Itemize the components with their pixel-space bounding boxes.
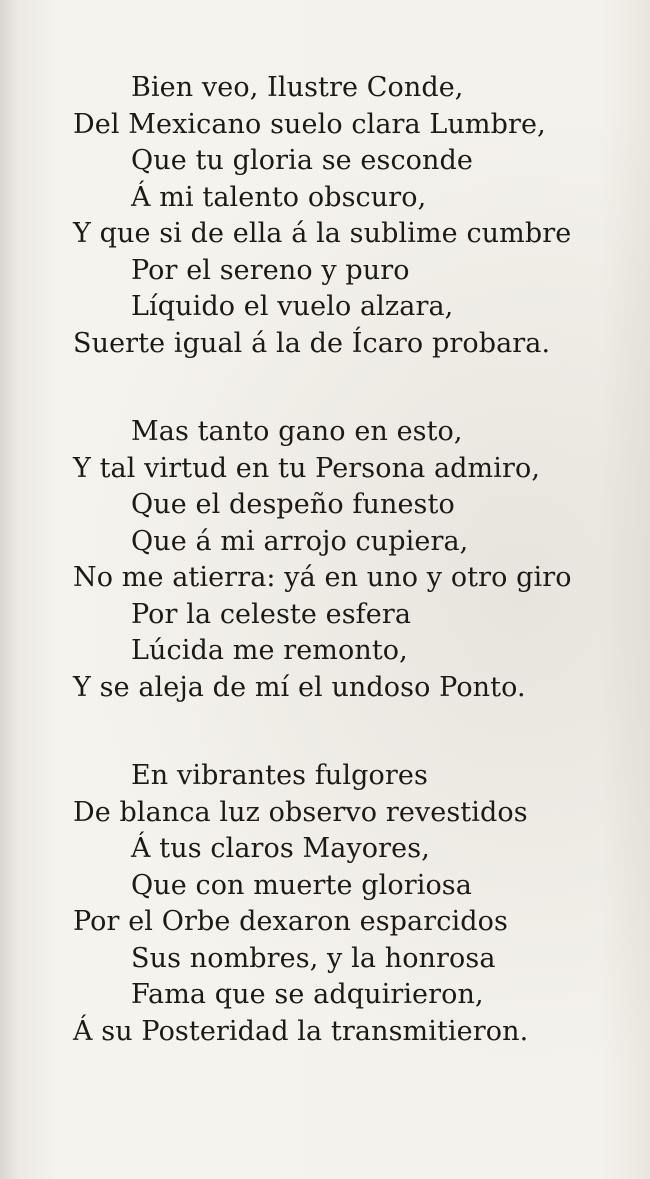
verse-line: Que el despeño funesto [131,489,455,520]
poem [0,70,650,1102]
verse-line: Sus nombres, y la honrosa [131,942,496,974]
verse-line: Á tus claros Mayores, [131,833,430,864]
verse-line: Á mi talento obscuro, [131,181,427,213]
verse-line: Por el Orbe dexaron esparcidos [73,906,508,937]
verse-line: Que con muerte gloriosa [131,869,472,901]
verse-line: Por el sereno y puro [131,254,410,286]
verse-line: No me atierra: yá en uno y otro giro [73,562,572,593]
verse-line: Bien veo, Ilustre Conde, [131,72,464,103]
verse-line: Y que si de ella á la sublime cumbre [73,218,572,249]
verse-line: Del Mexicano suelo clara Lumbre, [73,108,546,140]
verse-line: De blanca luz observo revestidos [73,796,528,828]
verse-line: Por la celeste esfera [131,598,412,630]
verse-line: Á su Posteridad la transmitieron. [73,1015,529,1047]
stanza-2 [0,414,650,706]
stanza-1 [0,70,650,362]
verse-line: Fama que se adquirieron, [131,979,484,1010]
verse-line: Mas tanto gano en esto, [131,416,463,447]
verse-line: Que á mi arrojo cupiera, [131,525,469,557]
verse-line: Lúcida me remonto, [131,635,408,666]
verse-line: Y se aleja de mí el undoso Ponto. [73,671,526,703]
verse-line: Suerte igual á la de Ícaro probara. [73,327,551,359]
verse-line: Y tal virtud en tu Persona admiro, [73,452,541,484]
verse-line: En vibrantes fulgores [131,760,428,791]
stanza-3 [0,758,650,1050]
verse-line: Líquido el vuelo alzara, [131,291,454,322]
verse-line: Que tu gloria se esconde [131,145,473,176]
